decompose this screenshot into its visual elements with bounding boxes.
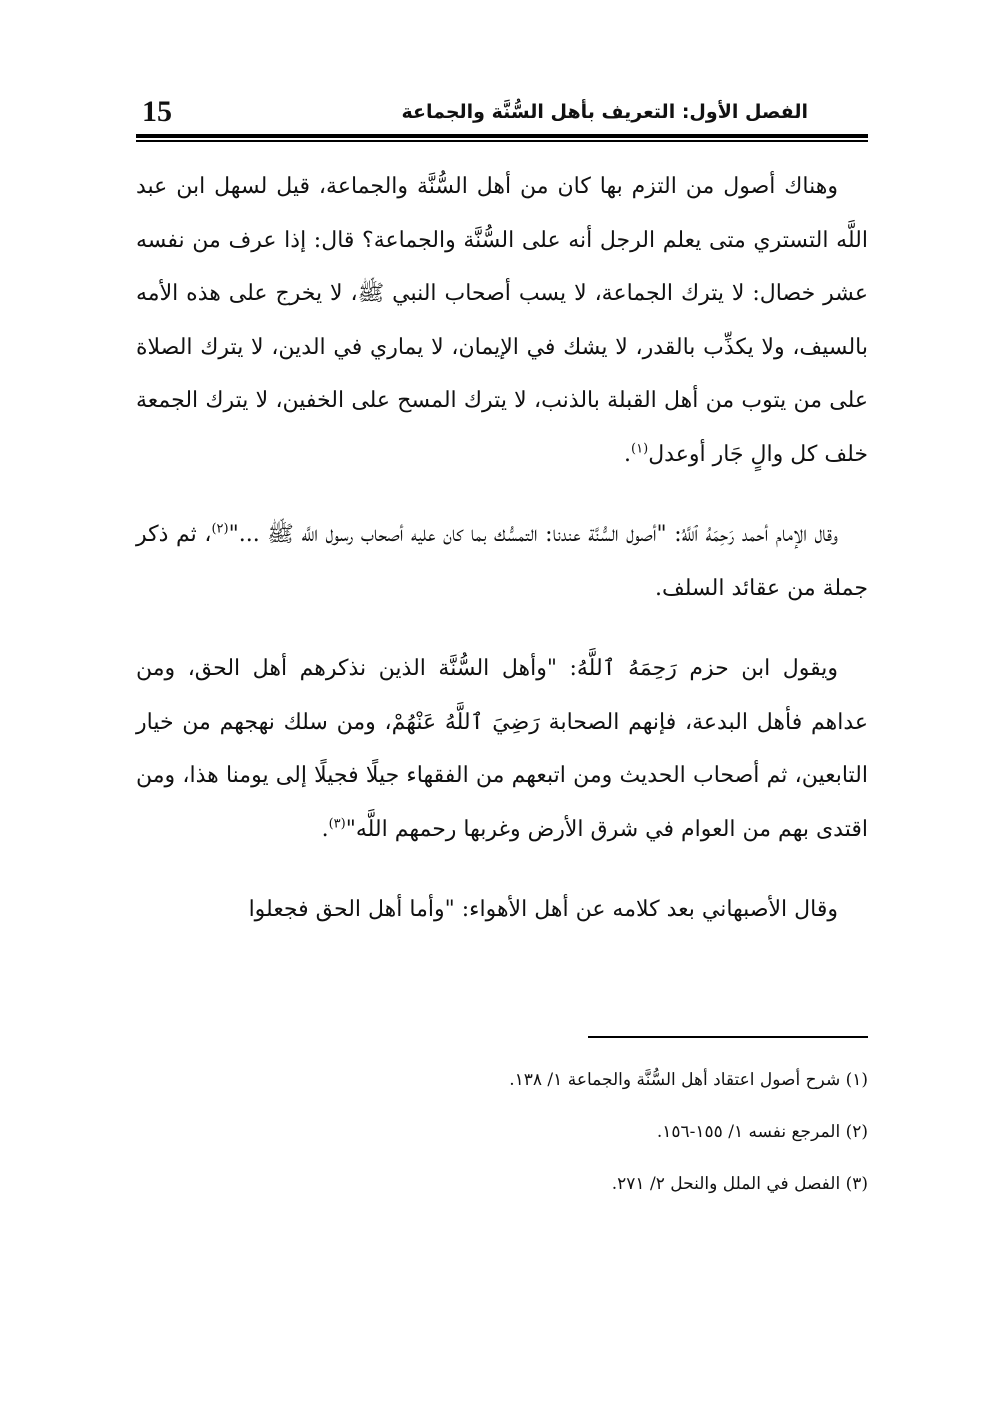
header-rule-thick: [136, 134, 868, 138]
paragraph-tail: ، ثم ذكر جملة من عقائد السلف.: [136, 522, 868, 601]
footnote-reference: (٣): [328, 816, 346, 832]
main-text: [136, 160, 868, 937]
paragraph-text: وقال الأصبهاني بعد كلامه عن أهل الأهواء: "وأما أهل الحق فجعلوا: [248, 897, 838, 922]
footnote-1: (١) شرح أصول اعتقاد أهل السُّنَّة والجماعة ١/ ١٣٨.: [509, 1070, 868, 1090]
paragraph-tail: .: [321, 816, 329, 842]
footnote-2: (٢) المرجع نفسه ١/ ١٥٥-١٥٦.: [656, 1122, 868, 1142]
paragraph-3: [136, 642, 868, 856]
paragraph-4: [136, 883, 868, 937]
footnote-3: (٣) الفصل في الملل والنحل ٢/ ٢٧١.: [611, 1174, 868, 1194]
footnote-separator: [588, 1036, 868, 1038]
footnote-reference: (١): [631, 441, 649, 457]
paragraph-1: [136, 160, 868, 481]
paragraph-text: وقال الإمام أحمد رَحِمَهُ ٱللَّهُ: "أصول السُّنَّة عندنا: التمسُّك بما كان عليه أصحاب رسول اللَّه ﷺ ...": [228, 522, 839, 547]
footnote-reference: (٢): [211, 521, 229, 537]
paragraph-text: ويقول ابن حزم رَحِمَهُ ٱللَّهُ: "وأهل السُّنَّة الذين نذكرهم أهل الحق، ومن عداهم فأهل البدعة، فإنهم الصحابة رَضِيَ ٱللَّهُ عَنْهُمْ، ومن سلك نهجهم من خيار التابعين، ثم أصحاب الحديث ومن اتبعهم من الفقهاء جيلًا فجيلًا إلى يومنا هذا، ومن اقتدى بهم من العوام في شرق الأرض وغربها رحمهم اللَّه": [136, 656, 868, 842]
page-number: 15: [142, 95, 172, 128]
paragraph-2: [136, 508, 868, 615]
running-title: الفصل الأول: التعريف بأهل السُّنَّة والجماعة: [401, 101, 808, 123]
paragraph-text: وهناك أصول من التزم بها كان من أهل السُّنَّة والجماعة، قيل لسهل ابن عبد اللَّه التستري متى يعلم الرجل أنه على السُّنَّة والجماعة؟ قال: إذا عرف من نفسه عشر خصال: لا يترك الجماعة، لا يسب أصحاب النبي ﷺ، لا يخرج على هذه الأمه بالسيف، ولا يكذِّب بالقدر، لا يشك في الإيمان، لا يماري في الدين، لا يترك الصلاة على من يتوب من أهل القبلة بالذنب، لا يترك المسح على الخفين، لا يترك الجمعة خلف كل والٍ جَار أوعدل: [136, 174, 868, 467]
paragraph-tail: .: [624, 441, 632, 467]
page-header: [132, 92, 872, 132]
header-rule-thin: [136, 140, 868, 142]
footnotes: [136, 1066, 868, 1222]
